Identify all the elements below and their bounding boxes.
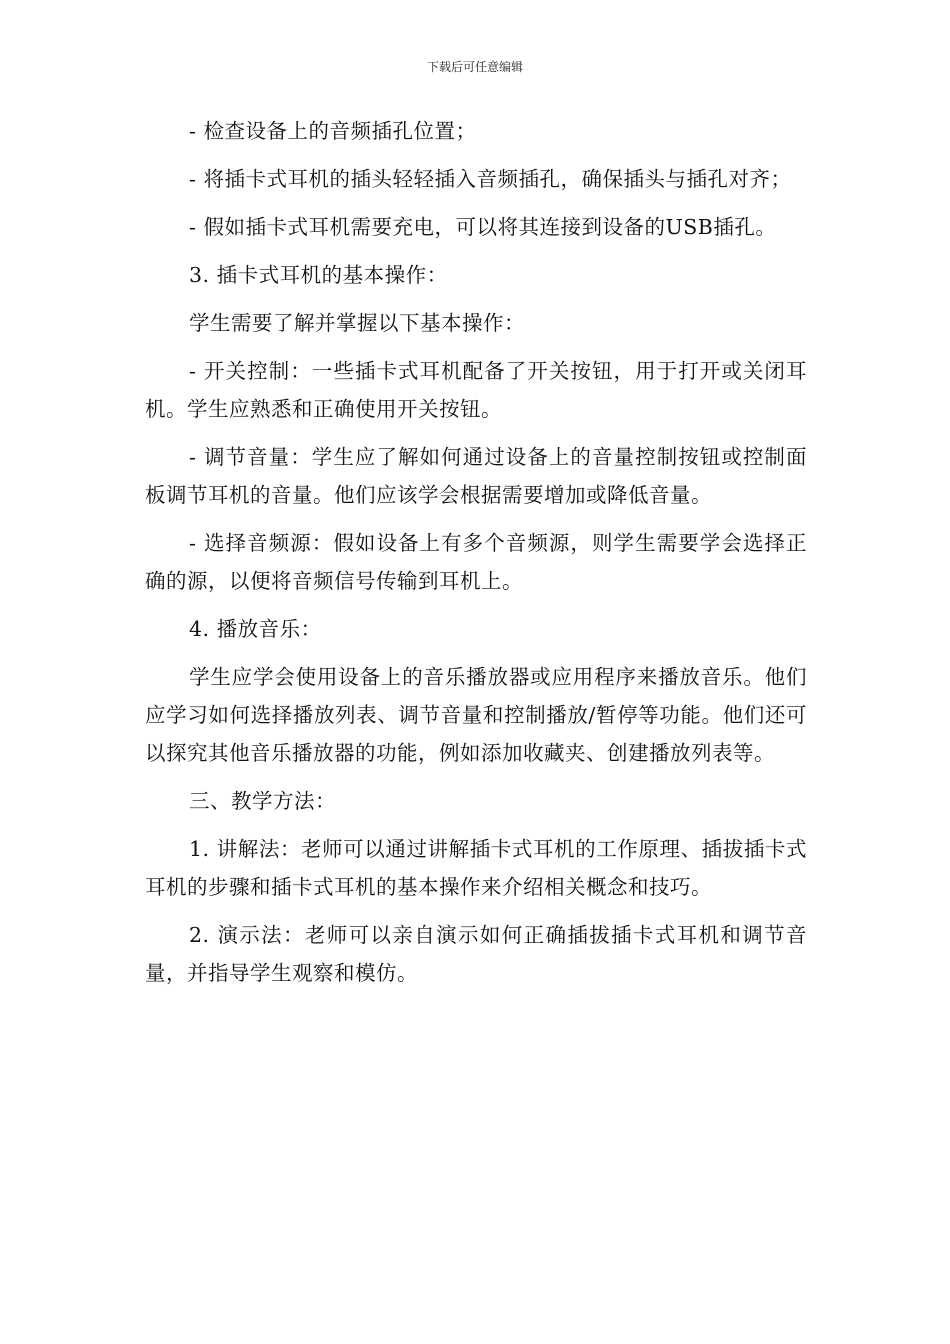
- page-header: 下载后可任意编辑: [426, 60, 523, 74]
- paragraph-audio-source: - 选择音频源：假如设备上有多个音频源，则学生需要学会选择正确的源，以便将音频信号传输到耳机上。: [145, 531, 807, 593]
- paragraph-operations-intro: 学生需要了解并掌握以下基本操作：: [189, 311, 525, 335]
- paragraph-music-player: 学生应学会使用设备上的音乐播放器或应用程序来播放音乐。他们应学习如何选择播放列表、调节音量和控制播放/暂停等功能。他们还可以探究其他音乐播放器的功能，例如添加收藏夹、创建播放列表等。: [145, 665, 807, 765]
- paragraph-explanation-method: 1. 讲解法：老师可以通过讲解插卡式耳机的工作原理、插拔插卡式耳机的步骤和插卡式耳机的基本操作来介绍相关概念和技巧。: [145, 837, 807, 899]
- paragraph-insert-plug: - 将插卡式耳机的插头轻轻插入音频插孔，确保插头与插孔对齐；: [189, 167, 792, 191]
- section-heading-basic-operations: 3. 插卡式耳机的基本操作：: [189, 263, 448, 287]
- paragraph-demonstration-method: 2. 演示法：老师可以亲自演示如何正确插拔插卡式耳机和调节音量，并指导学生观察和模仿。: [145, 923, 807, 985]
- paragraph-charging: - 假如插卡式耳机需要充电，可以将其连接到设备的USB插孔。: [189, 215, 777, 239]
- section-heading-play-music: 4. 播放音乐：: [189, 617, 322, 641]
- paragraph-check-jack: - 检查设备上的音频插孔位置；: [189, 119, 477, 143]
- document-body: [145, 112, 807, 1002]
- paragraph-volume: - 调节音量：学生应了解如何通过设备上的音量控制按钮或控制面板调节耳机的音量。他们应该学会根据需要增加或降低音量。: [145, 445, 807, 507]
- section-heading-teaching-methods: 三、教学方法：: [189, 789, 336, 813]
- paragraph-power-control: - 开关控制：一些插卡式耳机配备了开关按钮，用于打开或关闭耳机。学生应熟悉和正确使用开关按钮。: [145, 359, 807, 421]
